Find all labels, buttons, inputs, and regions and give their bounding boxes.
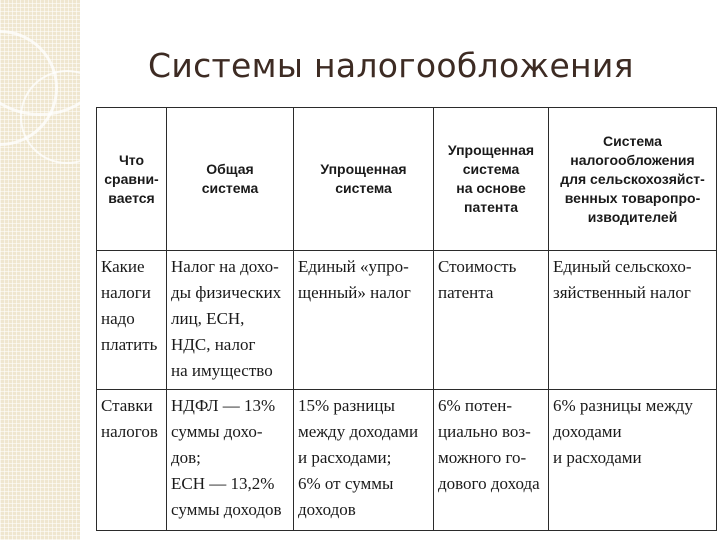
table-row: [97, 251, 717, 390]
header-compared: Что сравни- вается: [97, 108, 167, 251]
header-general-system: Общая система: [167, 108, 294, 251]
decorative-sidebar: [0, 0, 80, 540]
table-cell: 6% потен- циально воз- можного го- дового дохода: [434, 390, 549, 531]
slide-title: Системы налогообложения: [148, 46, 634, 85]
table-image: [88, 102, 720, 540]
header-agricultural-system: Система налогообложения для сельскохозяйст- венных товаропро- изводителей: [549, 108, 717, 251]
table-cell: Единый сельскохо- зяйственный налог: [549, 251, 717, 390]
table-cell: НДФЛ — 13% суммы дохо- дов; ЕСН — 13,2% суммы доходов: [167, 390, 294, 531]
table-cell: Стоимость патента: [434, 251, 549, 390]
table-cell: 15% разницы между доходами и расходами; 6% от суммы доходов: [294, 390, 434, 531]
table-cell: Ставки налогов: [97, 390, 167, 531]
table-cell: Единый «упро- щенный» налог: [294, 251, 434, 390]
table-header-row: [97, 108, 717, 251]
table-cell: Какие налоги надо платить: [97, 251, 167, 390]
table-cell: 6% разницы между доходами и расходами: [549, 390, 717, 531]
header-patent-system: Упрощенная система на основе патента: [434, 108, 549, 251]
tax-systems-table: [96, 107, 717, 531]
header-simplified-system: Упрощенная система: [294, 108, 434, 251]
table-cell: Налог на дохо- ды физических лиц, ЕСН, НДС, налог на имущество: [167, 251, 294, 390]
table-row: [97, 390, 717, 531]
